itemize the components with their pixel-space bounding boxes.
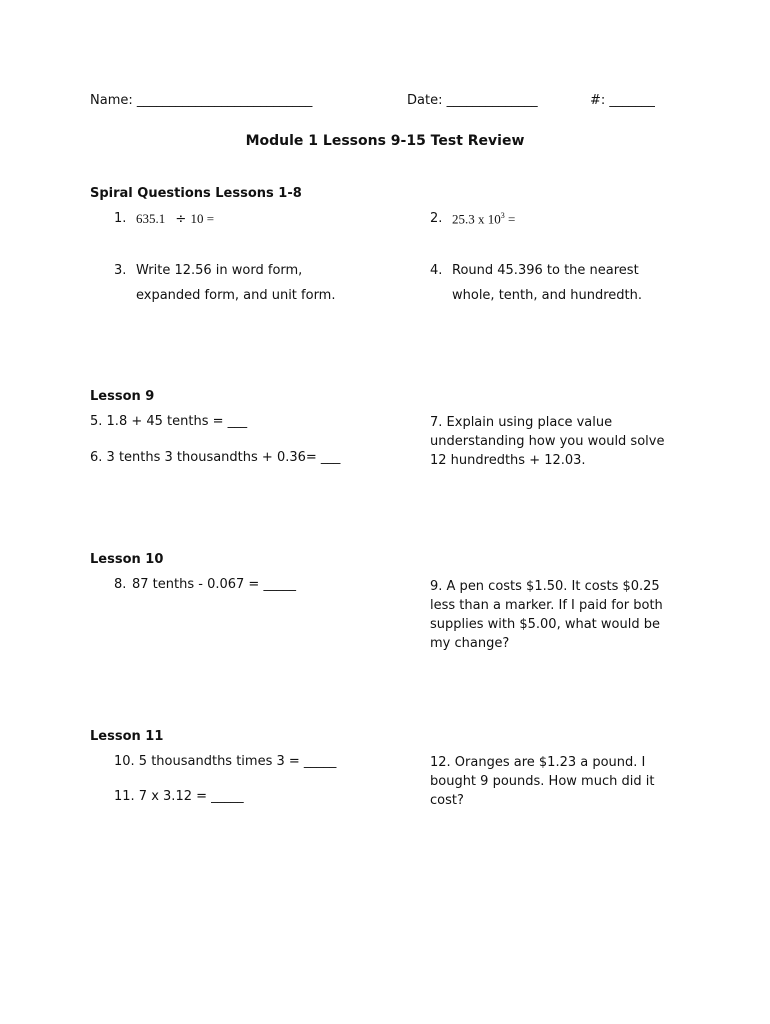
q2-tail: =	[504, 211, 516, 227]
number-field: #: _______	[590, 93, 655, 108]
divide-icon: ÷	[175, 212, 187, 227]
lesson-10-heading: Lesson 10	[90, 552, 164, 567]
q3-number: 3.	[114, 263, 127, 278]
question-9: 9. A pen costs $1.50. It costs $0.25 less than a marker. If I paid for both supplies with $5.00, what would be my change?	[430, 579, 663, 651]
q2-coefficient: 25.3 x	[452, 211, 485, 227]
question-11: 11. 7 x 3.12 = _____	[114, 789, 244, 804]
question-10: 10. 5 thousandths times 3 = _____	[114, 754, 337, 769]
q1-dividend: 635.1	[136, 211, 166, 226]
spiral-heading: Spiral Questions Lessons 1-8	[90, 186, 302, 201]
lesson-9-heading: Lesson 9	[90, 389, 155, 404]
question-6: 6. 3 tenths 3 thousandths + 0.36= ___	[90, 450, 341, 465]
q1-number: 1.	[114, 211, 127, 226]
question-4-line1: Round 45.396 to the nearest	[452, 263, 639, 278]
question-3-line2: expanded form, and unit form.	[136, 288, 336, 303]
q1-divisor: 10 =	[190, 211, 215, 226]
question-8: 87 tenths - 0.067 = _____	[132, 577, 296, 592]
date-field: Date: ______________	[407, 93, 538, 108]
question-1	[136, 211, 214, 227]
page-title: Module 1 Lessons 9-15 Test Review	[245, 133, 525, 149]
question-2	[452, 211, 515, 227]
q4-number: 4.	[430, 263, 443, 278]
q2-exponent: 3	[500, 211, 505, 220]
question-4-line2: whole, tenth, and hundredth.	[452, 288, 642, 303]
question-3-line1: Write 12.56 in word form,	[136, 263, 303, 278]
question-12: 12. Oranges are $1.23 a pound. I bought 9 pounds. How much did it cost?	[430, 755, 655, 808]
q8-number: 8.	[114, 577, 127, 592]
lesson-11-heading: Lesson 11	[90, 729, 164, 744]
name-field: Name: ___________________________	[90, 93, 313, 108]
q2-number: 2.	[430, 211, 443, 226]
question-5: 5. 1.8 + 45 tenths = ___	[90, 414, 248, 429]
question-7: 7. Explain using place value understanding how you would solve 12 hundredths + 12.03.	[430, 415, 665, 468]
q2-base: 10	[487, 211, 501, 227]
